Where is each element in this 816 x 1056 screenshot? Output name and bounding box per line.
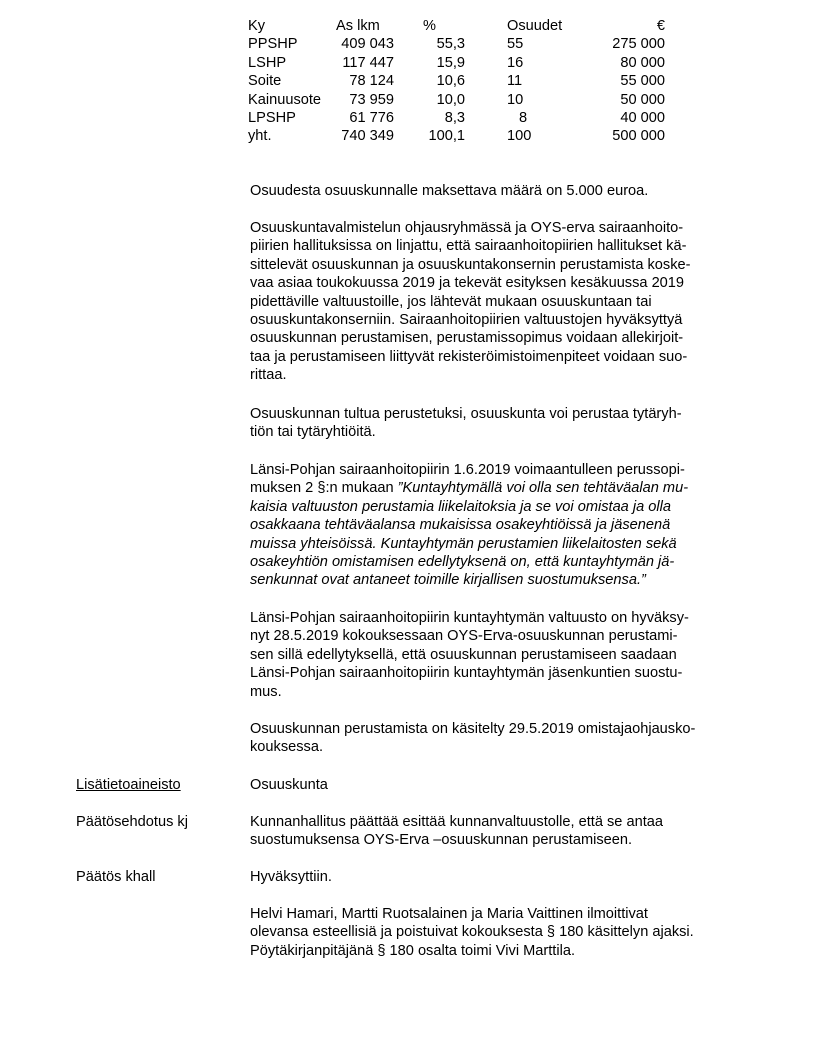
table-row xyxy=(248,35,665,53)
text-line: osuuskunnan perustamisen, perustamissopimus voidaan allekirjoit- xyxy=(250,330,684,347)
paragraph-payment xyxy=(250,182,750,200)
text-line: kouksessa. xyxy=(250,739,324,756)
paatos-note xyxy=(250,905,750,960)
cell-osuudet: 55 xyxy=(507,36,524,53)
text-line: osuuskuntakonserniin. Sairaanhoitopiirien valtuustojen hyväksyttyä xyxy=(250,312,683,329)
cell-osuudet: 10 xyxy=(507,91,524,108)
cell-percent: 15,9 xyxy=(436,54,465,71)
header-osuudet: Osuudet xyxy=(507,18,563,34)
paragraph-basic-agreement xyxy=(250,461,750,590)
lisatieto-value xyxy=(250,776,750,794)
ehdotus-label: Päätösehdotus kj xyxy=(76,814,188,830)
text-line: Osuuskunta xyxy=(250,777,328,793)
text-line: Osuudesta osuuskunnalle maksettava määrä on 5.000 euroa. xyxy=(250,183,649,199)
cell-osuudet: 8 xyxy=(519,110,528,127)
text-line: Osuuskuntavalmistelun ohjausryhmässä ja OYS-erva sairaanhoito- xyxy=(250,220,684,236)
cell-as-lkm: 73 959 xyxy=(349,91,394,108)
share-allocation-table xyxy=(248,17,665,146)
table-row xyxy=(248,54,665,72)
paatos-value xyxy=(250,868,750,886)
text-line: suostumuksensa OYS-Erva –osuuskunnan perustamiseen. xyxy=(250,832,633,849)
cell-ky: Soite xyxy=(248,73,282,90)
cell-euro: 80 000 xyxy=(620,54,665,71)
paragraph-council-approval xyxy=(250,609,750,701)
text-line-mixed xyxy=(250,479,750,497)
table-row xyxy=(248,109,665,127)
cell-euro: 50 000 xyxy=(620,91,665,108)
header-ky: Ky xyxy=(248,18,266,34)
text-line: Länsi-Pohjan sairaanhoitopiirin 1.6.2019 voimaantulleen perussopi- xyxy=(250,462,685,478)
cell-percent: 10,6 xyxy=(436,73,465,90)
table-row xyxy=(248,91,665,109)
cell-percent: 55,3 xyxy=(436,36,465,53)
cell-osuudet: 11 xyxy=(507,73,523,90)
cell-ky: Kainuusote xyxy=(248,91,322,108)
text-line: vaa asiaa toukokuussa 2019 ja tekevät esityksen kesäkuussa 2019 xyxy=(250,275,685,292)
text-plain: muksen 2 §:n mukaan xyxy=(250,480,398,497)
cell-percent: 10,0 xyxy=(436,91,465,108)
quote-line: kaisia valtuuston perustamia liikelaitoksia ja se voi omistaa ja olla xyxy=(250,498,671,515)
quote-line: muissa yhteisöissä. Kuntayhtymän perustamien liikelaitosten sekä xyxy=(250,535,677,552)
header-as-lkm: As lkm xyxy=(336,18,380,34)
cell-ky: LSHP xyxy=(248,54,287,71)
text-line: sen sillä edellytyksellä, että osuuskunnan perustamiseen saadaan xyxy=(250,646,677,663)
text-line: mus. xyxy=(250,683,282,700)
text-line: Länsi-Pohjan sairaanhoitopiirin kuntayhtymän jäsenkuntien suostu- xyxy=(250,665,683,682)
text-line: sittelevät osuuskunnan ja osuuskuntakonsernin perustamista koske- xyxy=(250,256,691,273)
cell-osuudet: 16 xyxy=(507,54,524,71)
text-line: taa ja perustamiseen liittyvät rekisteröimistoimenpiteet voidaan suo- xyxy=(250,348,688,365)
text-line: pidettäville valtuustoille, jos lähtevät mukaan osuuskuntaan tai xyxy=(250,293,652,310)
quote-text: ”Kuntayhtymällä voi olla sen tehtäväalan mu- xyxy=(397,480,689,497)
text-line: tiön tai tytäryhtiöitä. xyxy=(250,424,376,441)
text-line: piirien hallituksissa on linjattu, että sairaanhoitopiirien hallitukset kä- xyxy=(250,238,687,255)
text-line: rittaa. xyxy=(250,367,287,384)
text-line: Osuuskunnan perustamista on käsitelty 29.5.2019 omistajaohjausko- xyxy=(250,721,696,737)
lisatieto-label: Lisätietoaineisto xyxy=(76,777,181,793)
cell-euro: 275 000 xyxy=(612,36,665,53)
quote-line: osakkaana tehtäväalansa mukaisissa osakeyhtiöissä ja jäsenenä xyxy=(250,517,671,534)
paragraph-steering-group xyxy=(250,219,750,385)
cell-as-lkm: 117 447 xyxy=(342,54,394,71)
paragraph-owner-meeting xyxy=(250,720,750,757)
ehdotus-text xyxy=(250,813,750,850)
cell-euro: 500 000 xyxy=(612,128,665,145)
table-row xyxy=(248,72,665,90)
header-euro: € xyxy=(656,18,665,34)
quote-line: osakeyhtiön omistamisen edellytyksenä on, että kuntayhtymän jä- xyxy=(250,554,675,571)
text-line: Helvi Hamari, Martti Ruotsalainen ja Maria Vaittinen ilmoittivat xyxy=(250,906,648,922)
cell-as-lkm: 61 776 xyxy=(349,110,394,127)
cell-ky: PPSHP xyxy=(248,36,298,53)
paatos-label: Päätös khall xyxy=(76,869,156,885)
cell-as-lkm: 78 124 xyxy=(349,73,394,90)
quote-line: senkunnat ovat antaneet toimille kirjallisen suostumuksensa.” xyxy=(250,572,646,589)
paragraph-subsidiaries xyxy=(250,405,750,442)
text-line: Hyväksyttiin. xyxy=(250,869,332,885)
text-line: Osuuskunnan tultua perustetuksi, osuuskunta voi perustaa tytäryh- xyxy=(250,406,682,422)
cell-ky: yht. xyxy=(248,128,272,145)
cell-percent: 8,3 xyxy=(444,110,465,127)
table-header-row xyxy=(248,17,665,35)
cell-euro: 55 000 xyxy=(620,73,665,90)
cell-as-lkm: 409 043 xyxy=(341,36,394,53)
text-line: nyt 28.5.2019 kokouksessaan OYS-Erva-osuuskunnan perustami- xyxy=(250,628,678,645)
text-line: Pöytäkirjanpitäjänä § 180 osalta toimi Vivi Marttila. xyxy=(250,942,576,959)
cell-osuudet: 100 xyxy=(507,128,532,145)
cell-percent: 100,1 xyxy=(428,128,465,145)
cell-ky: LPSHP xyxy=(248,110,296,127)
header-percent: % xyxy=(423,18,436,34)
text-line: Länsi-Pohjan sairaanhoitopiirin kuntayhtymän valtuusto on hyväksy- xyxy=(250,610,689,626)
cell-as-lkm: 740 349 xyxy=(341,128,394,145)
text-line: Kunnanhallitus päättää esittää kunnanvaltuustolle, että se antaa xyxy=(250,814,663,830)
table-row-total xyxy=(248,127,665,145)
cell-euro: 40 000 xyxy=(620,110,665,127)
text-line: olevansa esteellisiä ja poistuivat kokouksesta § 180 käsittelyn ajaksi. xyxy=(250,924,694,941)
